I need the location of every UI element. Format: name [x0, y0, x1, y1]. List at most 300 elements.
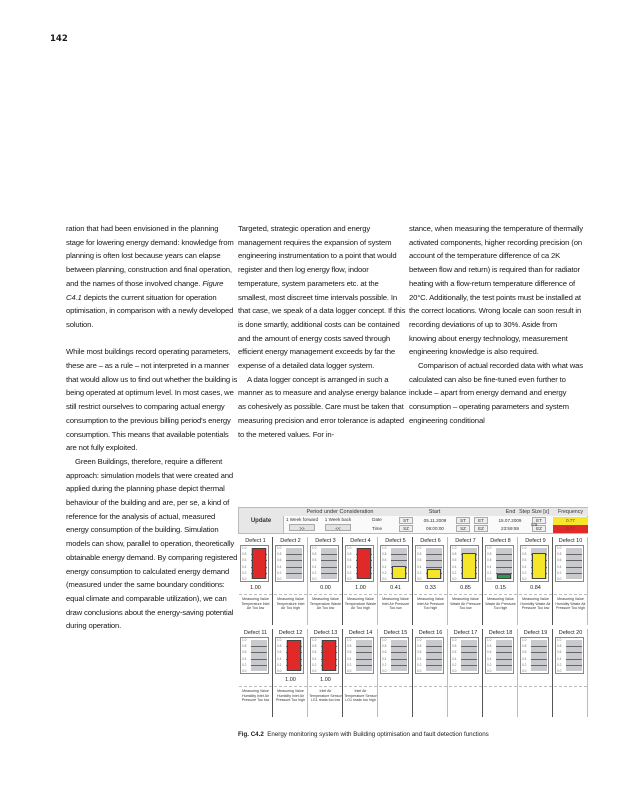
axis-tick: 0.0 [487, 669, 492, 673]
end-time-dropdown[interactable]: EZ [474, 525, 488, 532]
axis-tick: 0.6 [242, 650, 247, 655]
axis-tick: 0.2 [417, 662, 422, 667]
caption-label: Fig. C4.2 [238, 731, 264, 738]
axis-tick: 0.6 [417, 558, 422, 563]
gauge-plot-area [356, 548, 372, 579]
paragraph: Green Buildings, therefore, require a different approach: simulation models that were created and applied during the planning phase depict thermal behaviour of the building and are, per se, a kind of reference for the analysis of actual, measured energy consumption of the building. Simulation models can show, parallel to operation, theoretically obtainable energy demand. By comparing registered energy consumption to calculated energy demand (measured under the same boundary conditions: equal climate and comparable utilization), we can draw conclusions about the energy-saving potential during operation. [66, 456, 238, 631]
defect-value: 0.41 [390, 585, 401, 591]
defect-gauge [240, 545, 269, 582]
gauge-bar [497, 574, 511, 579]
gauge-plot-area [566, 548, 582, 579]
grid-line [461, 659, 477, 660]
axis-tick: 0.4 [557, 564, 562, 569]
grid-line [356, 659, 372, 660]
axis-tick: 0.2 [522, 570, 527, 575]
start-title: Start [397, 508, 473, 516]
defect-gauge [520, 637, 549, 674]
axis-tick: 0.0 [487, 577, 492, 581]
defect-panel [308, 629, 343, 717]
grid-line [321, 560, 337, 561]
gauge-plot-area [251, 548, 267, 579]
grid-line [391, 554, 407, 555]
gauge-bar [252, 548, 266, 579]
axis-tick: 1.0 [347, 638, 352, 642]
axis-tick: 0.8 [487, 644, 492, 649]
defect-panel [308, 537, 343, 625]
axis-tick: 0.8 [522, 644, 527, 649]
axis-tick: 0.8 [242, 552, 247, 557]
defect-description: Measuring Value Inlet Air Pressure Too low [379, 594, 412, 611]
gauge-plot-area [531, 640, 547, 671]
axis-tick: 0.2 [312, 662, 317, 667]
defect-panel [518, 629, 553, 717]
grid-line [496, 560, 512, 561]
defect-description [414, 686, 447, 689]
gauge-bar [532, 553, 546, 579]
axis-tick: 0.6 [452, 650, 457, 655]
axis-tick: 0.8 [347, 644, 352, 649]
axis-tick: 1.0 [452, 638, 457, 642]
axis-tick: 0.4 [347, 656, 352, 661]
grid-line [496, 554, 512, 555]
defect-panel [378, 629, 413, 717]
grid-line [426, 554, 442, 555]
axis-tick: 0.8 [417, 552, 422, 557]
defect-gauge [310, 545, 339, 582]
grid-line [496, 659, 512, 660]
defect-description: Measuring Value Waste Air Pressure Too low [449, 594, 482, 611]
grid-line [496, 665, 512, 666]
start-time-value: 06:00:00 [426, 526, 444, 531]
grid-line [391, 665, 407, 666]
axis-tick: 1.0 [277, 638, 282, 642]
axis-tick: 1.0 [557, 546, 562, 550]
grid-line [566, 560, 582, 561]
defect-title: Defect 3 [315, 538, 336, 544]
axis-tick: 0.4 [277, 656, 282, 661]
axis-tick: 0.6 [382, 558, 387, 563]
gauge-bar [427, 569, 441, 579]
axis-tick: 0.2 [452, 570, 457, 575]
axis-tick: 0.6 [242, 558, 247, 563]
defect-panel [343, 629, 378, 717]
axis-tick: 0.4 [347, 564, 352, 569]
grid-line [286, 567, 302, 568]
defect-description [519, 686, 552, 689]
defect-panel [483, 537, 518, 625]
gauge-plot-area [286, 640, 302, 671]
grid-line [566, 554, 582, 555]
axis-tick: 0.4 [522, 656, 527, 661]
text-column-3 [409, 222, 584, 428]
axis-tick: 0.0 [277, 577, 282, 581]
end-time-value: 23:59:59 [501, 526, 519, 531]
grid-line [566, 573, 582, 574]
week-forward-button[interactable]: >> [289, 524, 315, 531]
defect-title: Defect 11 [243, 630, 268, 636]
gauge-plot-area [566, 640, 582, 671]
end-date-dropdown-2[interactable]: ET [532, 517, 546, 524]
axis-tick: 0.6 [522, 650, 527, 655]
axis-tick: 1.0 [277, 546, 282, 550]
defect-description: Measuring Value Humidity Inlet Air Pressure Too high [274, 686, 307, 703]
defect-title: Defect 5 [385, 538, 406, 544]
defect-description [449, 686, 482, 689]
axis-tick: 0.2 [277, 570, 282, 575]
axis-tick: 0.4 [452, 564, 457, 569]
axis-tick: 1.0 [312, 546, 317, 550]
axis-tick: 1.0 [522, 546, 527, 550]
axis-tick: 0.8 [487, 552, 492, 557]
grid-line [286, 573, 302, 574]
grid-line [321, 567, 337, 568]
defect-panel [553, 629, 588, 717]
paragraph [66, 222, 238, 332]
update-button[interactable]: Update [239, 508, 284, 533]
paragraph: Targeted, strategic operation and energy management requires the expansion of system engineering instrumentation to a point that would register and then log energy flow, indoor temperature, system parameters etc. at the smallest, most discreet time intervals possible. In that case, we speak of a data logger concept. If this is done smartly, additional costs can be contained and the amount of energy costs saved through efficient energy management exceeds by far the expense of a detailed data logger system. [238, 224, 406, 371]
week-back-button[interactable]: << [325, 524, 351, 531]
axis-tick: 0.6 [347, 558, 352, 563]
grid-line [496, 646, 512, 647]
axis-tick: 0.6 [277, 650, 282, 655]
defect-gauge [450, 545, 479, 582]
axis-tick: 0.8 [347, 552, 352, 557]
axis-tick: 0.4 [487, 564, 492, 569]
axis-tick: 0.8 [557, 552, 562, 557]
axis-tick: 0.0 [557, 577, 562, 581]
axis-tick: 0.6 [487, 650, 492, 655]
axis-tick: 0.0 [242, 669, 247, 673]
period-title: Period under Consideration [283, 508, 398, 516]
end-time-dropdown-2[interactable]: EZ [532, 525, 546, 532]
grid-line [286, 560, 302, 561]
defect-title: Defect 14 [348, 630, 373, 636]
defect-description: Measuring Value Waste Air Pressure Too high [484, 594, 517, 611]
defect-gauge [275, 545, 304, 582]
axis-tick: 0.6 [557, 558, 562, 563]
axis-tick: 0.6 [312, 650, 317, 655]
grid-line [391, 646, 407, 647]
defect-value: 0.33 [425, 585, 436, 591]
end-date-dropdown[interactable]: ET [474, 517, 488, 524]
defect-gauge [345, 545, 374, 582]
defect-panel [343, 537, 378, 625]
axis-tick: 0.0 [557, 669, 562, 673]
axis-tick: 0.0 [312, 577, 317, 581]
axis-tick: 0.2 [382, 662, 387, 667]
gauge-plot-area [356, 640, 372, 671]
defect-title: Defect 12 [278, 630, 303, 636]
axis-tick: 0.4 [382, 564, 387, 569]
axis-tick: 0.8 [242, 644, 247, 649]
defect-gauge [415, 637, 444, 674]
axis-tick: 0.8 [312, 552, 317, 557]
axis-tick: 0.0 [417, 669, 422, 673]
axis-tick: 0.2 [312, 570, 317, 575]
grid-line [251, 646, 267, 647]
paragraph: A data logger concept is arranged in such a manner as to measure and analyse energy balance as cohesively as possible. Care must be taken that measuring precision and error tolerance is adapted to the metered values. For in- [238, 374, 407, 439]
frequency-title: Frequency [553, 508, 588, 516]
text-column-1 [66, 222, 238, 633]
week-back-label: 1 Week back [324, 517, 352, 522]
defect-gauge [415, 545, 444, 582]
defect-panel [553, 537, 588, 625]
axis-tick: 0.4 [557, 656, 562, 661]
gauge-plot-area [461, 548, 477, 579]
defect-panel [238, 537, 273, 625]
axis-tick: 0.0 [417, 577, 422, 581]
grid-line [426, 646, 442, 647]
defect-panel [483, 629, 518, 717]
gauge-plot-area [321, 548, 337, 579]
figure-reference: Figure C4.1 [66, 278, 224, 302]
step-size-value: n/a [530, 522, 538, 527]
defect-gauge [345, 637, 374, 674]
axis-tick: 1.0 [242, 638, 247, 642]
defect-value: 1.00 [320, 677, 331, 683]
defect-gauge [485, 545, 514, 582]
axis-tick: 0.8 [557, 644, 562, 649]
date-label: Date [372, 517, 382, 522]
axis-tick: 0.2 [452, 662, 457, 667]
defect-panel [378, 537, 413, 625]
grid-line [321, 573, 337, 574]
grid-line [251, 652, 267, 653]
gauge-plot-area [286, 548, 302, 579]
axis-tick: 0.4 [382, 656, 387, 661]
defect-description: Measuring Value Temperature Waste Air Too low [309, 594, 342, 611]
gauge-bar [287, 640, 301, 671]
defect-value: 0.15 [495, 585, 506, 591]
defect-row-1 [238, 537, 588, 625]
axis-tick: 0.0 [347, 669, 352, 673]
grid-line [461, 665, 477, 666]
axis-tick: 0.8 [277, 552, 282, 557]
axis-tick: 0.8 [452, 644, 457, 649]
axis-tick: 0.4 [312, 564, 317, 569]
grid-line [286, 554, 302, 555]
axis-tick: 0.6 [312, 558, 317, 563]
axis-tick: 0.6 [557, 650, 562, 655]
axis-tick: 0.4 [417, 656, 422, 661]
defect-panel [238, 629, 273, 717]
defect-panel [448, 537, 483, 625]
axis-tick: 1.0 [382, 638, 387, 642]
defect-title: Defect 6 [420, 538, 441, 544]
gauge-plot-area [426, 640, 442, 671]
gauge-plot-area [391, 640, 407, 671]
axis-tick: 0.4 [522, 564, 527, 569]
grid-line [531, 659, 547, 660]
axis-tick: 0.6 [417, 650, 422, 655]
defect-description: Measuring Value Humidity Inlet Air Pressure Too low [239, 686, 272, 703]
axis-tick: 0.6 [347, 650, 352, 655]
defect-description: Measuring Value Temperature Inlet Air Too high [274, 594, 307, 611]
defect-value: 1.00 [355, 585, 366, 591]
frequency-value-yellow: 0.77 [553, 517, 588, 525]
defect-title: Defect 10 [558, 538, 583, 544]
defect-description [379, 686, 412, 689]
defect-gauge [380, 637, 409, 674]
axis-tick: 1.0 [417, 638, 422, 642]
frequency-value-red: 0.77 [553, 525, 588, 533]
grid-line [566, 646, 582, 647]
figure-caption [238, 731, 489, 738]
defect-title: Defect 4 [350, 538, 371, 544]
defect-title: Defect 20 [558, 630, 583, 636]
axis-tick: 0.0 [347, 577, 352, 581]
defect-panel [273, 537, 308, 625]
grid-line [566, 659, 582, 660]
axis-tick: 0.4 [242, 656, 247, 661]
grid-line [426, 665, 442, 666]
axis-tick: 0.4 [312, 656, 317, 661]
text-column-2 [238, 222, 408, 441]
defect-gauge [450, 637, 479, 674]
axis-tick: 0.2 [417, 570, 422, 575]
defect-description: Inlet Air Temperature Sensor LG1 reads too low [309, 686, 342, 703]
defect-panel [413, 537, 448, 625]
axis-tick: 0.2 [557, 662, 562, 667]
grid-line [496, 652, 512, 653]
defect-gauge [485, 637, 514, 674]
grid-line [461, 646, 477, 647]
axis-tick: 0.2 [347, 662, 352, 667]
grid-line [356, 652, 372, 653]
axis-tick: 1.0 [417, 546, 422, 550]
defect-description: Measuring Value Humidity Waste Air Pressure Too high [554, 594, 587, 611]
axis-tick: 0.6 [522, 558, 527, 563]
axis-tick: 0.0 [242, 577, 247, 581]
axis-tick: 1.0 [557, 638, 562, 642]
axis-tick: 1.0 [452, 546, 457, 550]
gauge-plot-area [251, 640, 267, 671]
axis-tick: 1.0 [487, 638, 492, 642]
defect-title: Defect 1 [245, 538, 266, 544]
step-size-title: Step Size [s] [515, 508, 553, 516]
axis-tick: 0.4 [277, 564, 282, 569]
defect-value: 1.00 [250, 585, 261, 591]
defect-gauge [380, 545, 409, 582]
axis-tick: 1.0 [242, 546, 247, 550]
defect-panel [413, 629, 448, 717]
gauge-plot-area [496, 548, 512, 579]
gauge-plot-area [496, 640, 512, 671]
grid-line [566, 567, 582, 568]
axis-tick: 0.0 [452, 669, 457, 673]
defect-gauge [275, 637, 304, 674]
axis-tick: 0.0 [452, 577, 457, 581]
grid-line [391, 560, 407, 561]
gauge-plot-area [321, 640, 337, 671]
axis-tick: 1.0 [382, 546, 387, 550]
defect-title: Defect 2 [280, 538, 301, 544]
axis-tick: 1.0 [487, 546, 492, 550]
defect-value: 0.84 [530, 585, 541, 591]
start-time-dropdown-2[interactable]: SZ [456, 525, 470, 532]
end-title: End [472, 508, 550, 516]
defect-title: Defect 18 [488, 630, 513, 636]
paragraph-text: ration that had been envisioned in the planning stage for lowering energy demand: knowledge from planning is often lost because years can elapse between planning, construction and final operation, and the names of those involved change. [66, 224, 234, 288]
axis-tick: 0.0 [382, 669, 387, 673]
axis-tick: 0.8 [417, 644, 422, 649]
defect-gauge [310, 637, 339, 674]
axis-tick: 0.2 [487, 662, 492, 667]
defect-description [554, 686, 587, 689]
gauge-bar [357, 548, 371, 579]
axis-tick: 0.2 [242, 662, 247, 667]
axis-tick: 1.0 [312, 638, 317, 642]
paragraph: While most buildings record operating parameters, these are – as a rule – not interpreted in a manner that would allow us to find out whether the building is being operated at optimum level. In most cases, we still restrict ourselves to comparing actual energy consumption to the previous billing period's energy consumption. This means that available potentials are not fully exploited. [66, 347, 238, 453]
grid-line [391, 652, 407, 653]
grid-line [321, 554, 337, 555]
defect-description [484, 686, 517, 689]
grid-line [566, 665, 582, 666]
defect-panel [448, 629, 483, 717]
axis-tick: 0.2 [522, 662, 527, 667]
axis-tick: 0.4 [487, 656, 492, 661]
paragraph: Comparison of actual recorded data with what was calculated can also be fine-tuned even further to include – apart from energy demand and energy consumption – operating parameters and system engineering conditional [409, 361, 584, 425]
gauge-plot-area [531, 548, 547, 579]
caption-text: Energy monitoring system with Building optimisation and fault detection functions [267, 731, 489, 738]
start-date-dropdown[interactable]: ST [399, 517, 413, 524]
end-date-value: 15.07.2009 [498, 518, 522, 523]
gauge-bar [462, 553, 476, 579]
axis-tick: 0.6 [487, 558, 492, 563]
grid-line [531, 652, 547, 653]
week-forward-label: 1 Week forward [285, 517, 319, 522]
defect-gauge [555, 545, 584, 582]
grid-line [426, 567, 442, 568]
grid-line [426, 560, 442, 561]
time-label: Time [371, 526, 383, 531]
page-number: 142 [50, 34, 68, 44]
defect-title: Defect 9 [525, 538, 546, 544]
axis-tick: 1.0 [347, 546, 352, 550]
grid-line [496, 567, 512, 568]
axis-tick: 0.4 [242, 564, 247, 569]
defect-panel [518, 537, 553, 625]
defect-title: Defect 7 [455, 538, 476, 544]
defect-title: Defect 8 [490, 538, 511, 544]
axis-tick: 0.6 [382, 650, 387, 655]
axis-tick: 0.4 [417, 564, 422, 569]
defect-description: Measuring Value Temperature Waste Air Too high [344, 594, 377, 611]
grid-line [426, 659, 442, 660]
axis-tick: 0.0 [522, 577, 527, 581]
axis-tick: 0.0 [382, 577, 387, 581]
grid-line [356, 646, 372, 647]
gauge-plot-area [426, 548, 442, 579]
axis-tick: 0.8 [382, 552, 387, 557]
paragraph-text: depicts the current situation for operation optimisation, in comparison with a newly developed solution. [66, 292, 234, 329]
grid-line [531, 646, 547, 647]
axis-tick: 0.2 [557, 570, 562, 575]
energy-monitoring-figure [238, 507, 588, 727]
grid-line [566, 652, 582, 653]
gauge-bar [322, 640, 336, 671]
axis-tick: 0.2 [277, 662, 282, 667]
control-header [238, 507, 588, 534]
start-date-dropdown-2[interactable]: ST [456, 517, 470, 524]
defect-value: 0.85 [460, 585, 471, 591]
start-time-dropdown[interactable]: SZ [399, 525, 413, 532]
defect-gauge [520, 545, 549, 582]
defect-title: Defect 15 [383, 630, 408, 636]
defect-description: Inlet Air Temperature Sensor LG1 reads too high [344, 686, 377, 703]
defect-title: Defect 17 [453, 630, 478, 636]
grid-line [531, 665, 547, 666]
